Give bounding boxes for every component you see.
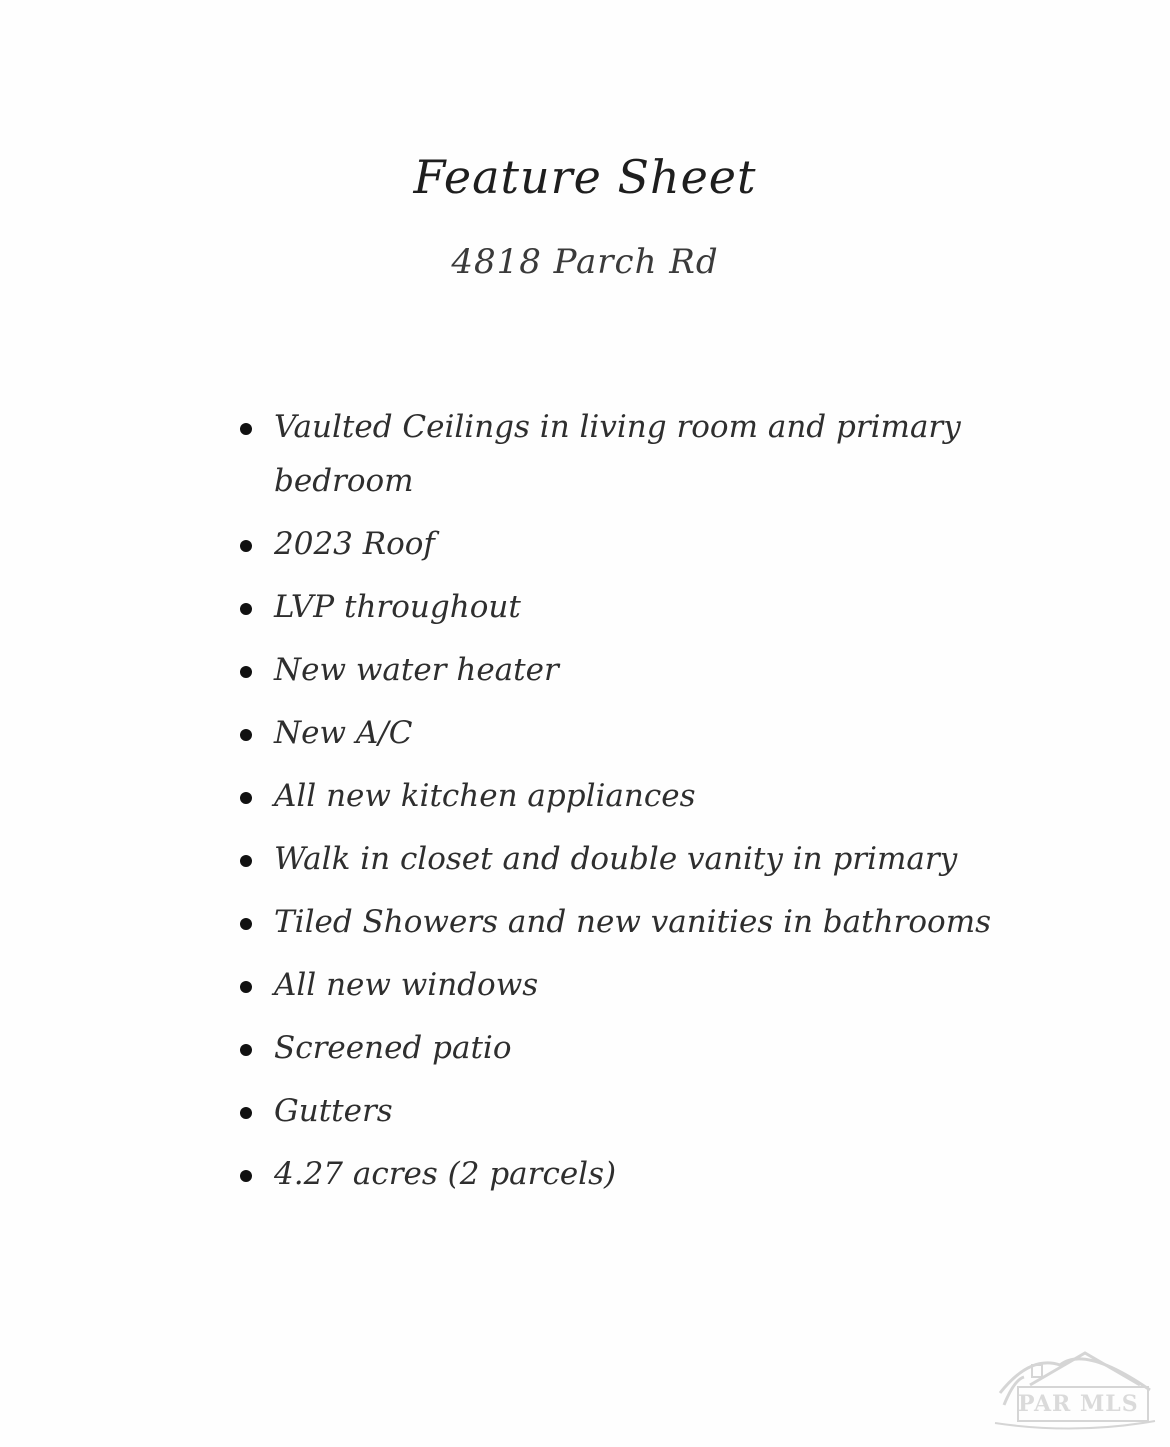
list-item [240,643,1000,697]
list-item [240,1021,1000,1075]
house-logo-icon [990,1335,1160,1435]
list-item [240,517,1000,571]
feature-text: Screened patio [274,1030,512,1066]
feature-text: 2023 Roof [274,526,435,562]
list-item [240,958,1000,1012]
bullet-icon [240,792,252,804]
watermark-label: PAR MLS [1018,1391,1139,1417]
feature-text: All new kitchen appliances [274,778,696,814]
feature-text: Gutters [274,1093,393,1129]
feature-text: Walk in closet and double vanity in primary [274,841,958,877]
bullet-icon [240,423,252,435]
feature-text: LVP throughout [274,589,521,625]
list-item [240,769,1000,823]
feature-text: New water heater [274,652,559,688]
bullet-icon [240,603,252,615]
feature-text: Vaulted Ceilings in living room and primary bedroom [274,409,961,499]
list-item [240,1084,1000,1138]
bullet-icon [240,855,252,867]
bullet-icon [240,540,252,552]
feature-list [240,400,1000,1210]
bullet-icon [240,1044,252,1056]
feature-text: 4.27 acres (2 parcels) [274,1156,617,1192]
bullet-icon [240,729,252,741]
bullet-icon [240,1170,252,1182]
feature-text: New A/C [274,715,413,751]
list-item [240,832,1000,886]
mls-watermark-logo [990,1335,1160,1435]
bullet-icon [240,981,252,993]
list-item [240,706,1000,760]
list-item [240,895,1000,949]
page-title: Feature Sheet [413,150,757,204]
list-item [240,1147,1000,1201]
bullet-icon [240,666,252,678]
bullet-icon [240,1107,252,1119]
property-address: 4818 Parch Rd [451,242,719,282]
list-item [240,580,1000,634]
list-item [240,400,1000,508]
feature-text: All new windows [274,967,539,1003]
bullet-icon [240,918,252,930]
feature-text: Tiled Showers and new vanities in bathrooms [274,904,992,940]
